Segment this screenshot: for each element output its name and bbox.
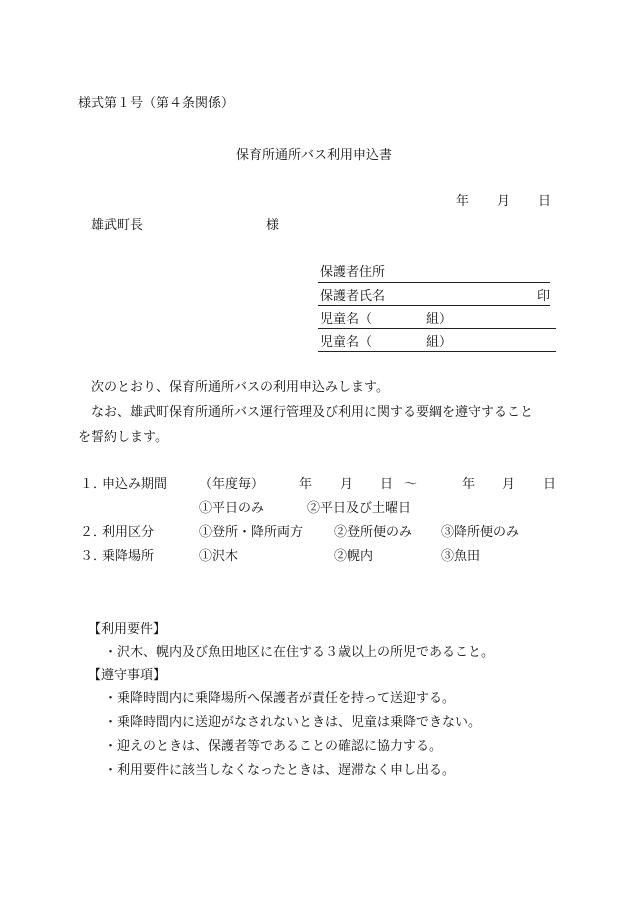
item-number-2: ２．	[80, 525, 107, 540]
period-label: 申込み期間	[102, 477, 168, 492]
period-tilde: ～	[404, 477, 418, 492]
item-number-3: ３．	[80, 549, 107, 564]
rule-item-1: ・乗降時間内に乗降場所へ保護者が責任を持って送迎する。	[104, 691, 456, 706]
date-year-label: 年	[456, 194, 470, 209]
addressee-honorific: 様	[266, 218, 280, 233]
child-name-line-2	[318, 351, 556, 352]
category-option-pickup[interactable]: ③降所便のみ	[441, 525, 520, 540]
applicant-address-label: 保護者住所	[320, 265, 386, 280]
period-year-1: 年	[299, 477, 313, 492]
page-title: 保育所通所バス利用申込書	[236, 148, 393, 163]
applicant-name-label: 保護者氏名	[320, 289, 386, 304]
period-year-2: 年	[462, 477, 476, 492]
seal-mark: 印	[537, 289, 551, 304]
applicant-name-line	[318, 305, 550, 306]
applicant-address-line	[318, 282, 550, 283]
addressee-name: 雄武町長	[91, 218, 144, 233]
stop-option-sawaki[interactable]: ①沢木	[199, 549, 239, 564]
stop-option-uota[interactable]: ③魚田	[441, 549, 481, 564]
rules-heading: 【遵守事項】	[88, 668, 167, 683]
item-number-1: １．	[80, 477, 107, 492]
body-text-line-1: 次のとおり、保育所通所バスの利用申込みします。	[91, 380, 389, 395]
category-option-dropoff[interactable]: ②登所便のみ	[334, 525, 413, 540]
period-paren: （年度毎）	[199, 477, 265, 492]
requirement-item: ・沢木、幌内及び魚田地区に在住する３歳以上の所児であること。	[104, 645, 495, 660]
stop-option-horonai[interactable]: ②幌内	[334, 549, 374, 564]
child-class-suffix-1: 組）	[426, 312, 453, 327]
stop-label: 乗降場所	[102, 549, 155, 564]
child-name-label-1: 児童名（	[320, 312, 373, 327]
body-text-line-3: を誓約します。	[78, 430, 168, 445]
rule-item-3: ・迎えのときは、保護者等であることの確認に協力する。	[104, 739, 443, 754]
date-month-label: 月	[497, 194, 511, 209]
body-text-line-2: なお、雄武町保育所通所バス運行管理及び利用に関する要綱を遵守すること	[91, 405, 534, 420]
period-month-2: 月	[502, 477, 516, 492]
date-day-label: 日	[538, 194, 552, 209]
rule-item-4: ・利用要件に該当しなくなったときは、遅滞なく申し出る。	[104, 763, 456, 778]
period-day-2: 日	[543, 477, 557, 492]
requirements-heading: 【利用要件】	[88, 622, 167, 637]
child-class-suffix-2: 組）	[426, 335, 453, 350]
child-name-line-1	[318, 328, 556, 329]
category-label: 利用区分	[102, 525, 155, 540]
rule-item-2: ・乗降時間内に送迎がなされないときは、児童は乗降できない。	[104, 715, 482, 730]
form-number: 様式第１号（第４条関係）	[78, 96, 235, 111]
period-month-1: 月	[340, 477, 354, 492]
child-name-label-2: 児童名（	[320, 335, 373, 350]
period-option-weekdays-saturday[interactable]: ②平日及び土曜日	[307, 501, 412, 516]
category-option-both[interactable]: ①登所・降所両方	[199, 525, 304, 540]
period-day-1: 日	[380, 477, 394, 492]
period-option-weekdays[interactable]: ①平日のみ	[199, 501, 265, 516]
